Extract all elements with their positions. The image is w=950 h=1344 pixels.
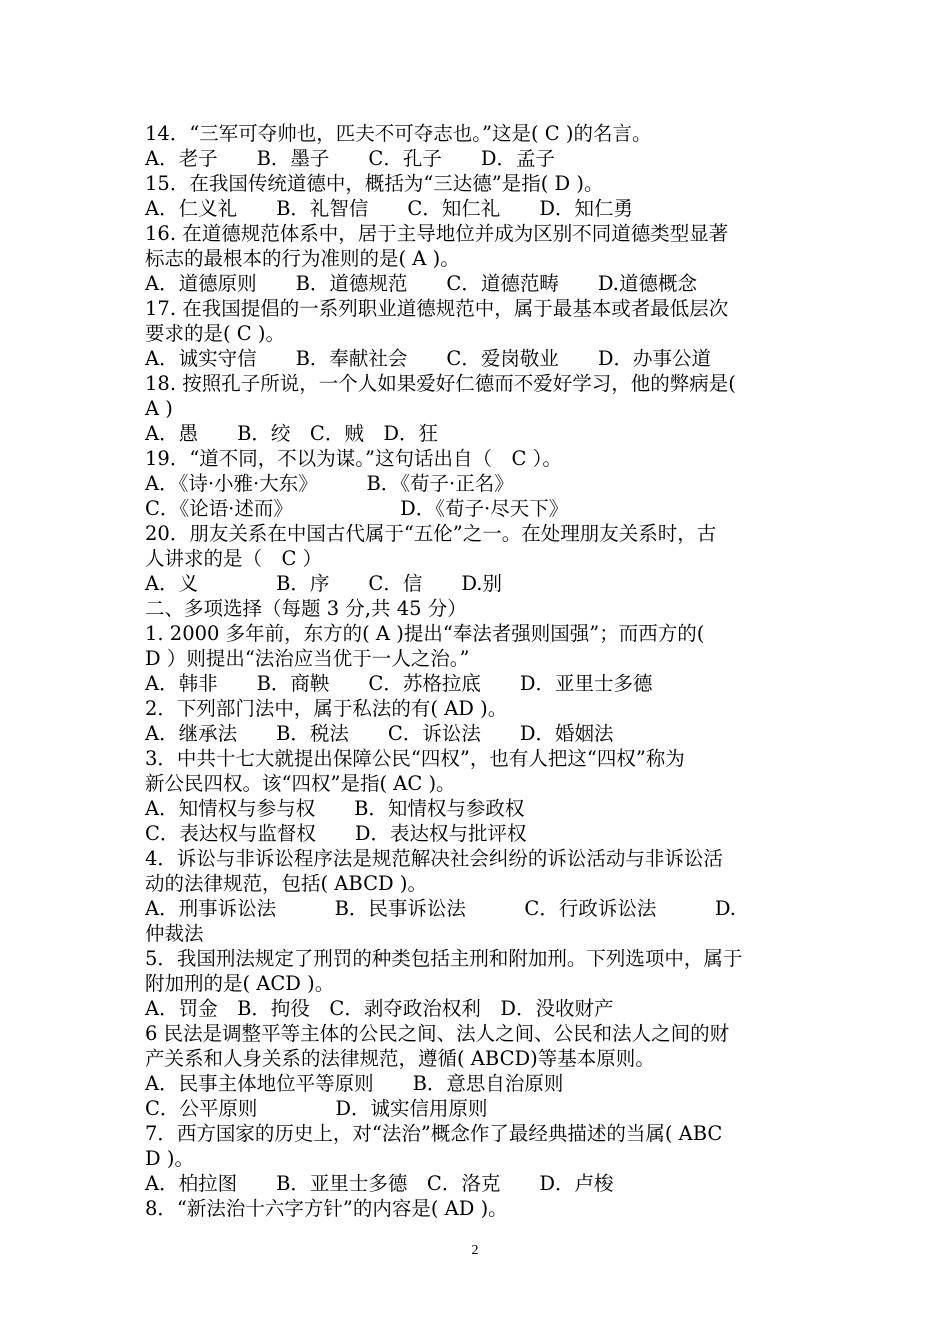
- text-line: A．仁义礼 B．礼智信 C．知仁礼 D．知仁勇: [145, 197, 633, 220]
- text-line: 附加刑的是( ACD )。: [145, 972, 335, 995]
- text-line: A．愚 B．绞 C．贼 D．狂: [145, 422, 438, 445]
- text-line: 标志的最根本的行为准则的是( A )。: [145, 247, 460, 270]
- text-line: A．老子 B．墨子 C．孔子 D．孟子: [145, 147, 555, 170]
- text-line: A．韩非 B．商鞅 C．苏格拉底 D．亚里士多德: [145, 672, 653, 695]
- page-number: 2: [471, 1243, 479, 1258]
- text-line: 7．西方国家的历史上，对“法治”概念作了最经典描述的当属( ABC: [145, 1122, 723, 1145]
- text-line: A ): [145, 397, 173, 420]
- text-line: A．道德原则 B．道德规范 C．道德范畴 D.道德概念: [145, 272, 697, 295]
- text-line: 人讲求的是（ C ）: [145, 547, 323, 570]
- text-line: 4．诉讼与非诉讼程序法是规范解决社会纠纷的诉讼活动与非诉讼活: [145, 847, 723, 870]
- text-line: A．知情权与参与权 B．知情权与参政权: [145, 797, 525, 820]
- text-line: D ）则提出“法治应当优于一人之治。”: [145, 647, 470, 670]
- text-line: 16. 在道德规范体系中，居于主导地位并成为区别不同道德类型显著: [145, 222, 729, 245]
- document-body: [145, 121, 807, 1221]
- text-line: C．公平原则 D．诚实信用原则: [145, 1097, 488, 1120]
- text-line: 1. 2000 多年前，东方的( A )提出“奉法者强则国强”；而西方的(: [145, 622, 705, 645]
- text-line: A．柏拉图 B．亚里士多德 C．洛克 D．卢梭: [145, 1172, 614, 1195]
- text-line: 二、多项选择（每题 3 分,共 45 分）: [145, 597, 467, 620]
- text-line: A．民事主体地位平等原则 B．意思自治原则: [145, 1072, 564, 1095]
- text-line: A．刑事诉讼法 B．民事诉讼法 C．行政诉讼法 D.: [145, 897, 736, 920]
- text-line: 仲裁法: [145, 922, 204, 945]
- text-line: 要求的是( C )。: [145, 322, 286, 345]
- text-line: A．继承法 B．税法 C．诉讼法 D．婚姻法: [145, 722, 614, 745]
- text-line: 新公民四权。该“四权”是指( AC )。: [145, 772, 456, 795]
- text-line: 8．“新法治十六字方针”的内容是( AD )。: [145, 1197, 508, 1220]
- text-line: 15．在我国传统道德中，概括为“三达德”是指( D )。: [145, 172, 604, 195]
- text-line: 20．朋友关系在中国古代属于“五伦”之一。在处理朋友关系时，古: [145, 522, 717, 545]
- text-line: A．《诗·小雅·大东》 B．《荀子·正名》: [145, 472, 514, 495]
- text-line: C．《论语·述而》 D．《荀子·尽天下》: [145, 497, 569, 520]
- text-line: 3．中共十七大就提出保障公民“四权”，也有人把这“四权”称为: [145, 747, 685, 770]
- text-line: A．罚金 B．拘役 C．剥夺政治权利 D．没收财产: [145, 997, 614, 1020]
- text-line: D )。: [145, 1147, 194, 1170]
- text-line: A．义 B．序 C．信 D.别: [145, 572, 502, 595]
- text-line: 18. 按照孔子所说，一个人如果爱好仁德而不爱好学习，他的弊病是(: [145, 372, 736, 395]
- text-line: 5．我国刑法规定了刑罚的种类包括主刑和附加刑。下列选项中，属于: [145, 947, 743, 970]
- text-line: 2．下列部门法中，属于私法的有( AD )。: [145, 697, 508, 720]
- text-line: 6 民法是调整平等主体的公民之间、法人之间、公民和法人之间的财: [145, 1022, 730, 1045]
- text-line: 17. 在我国提倡的一系列职业道德规范中，属于最基本或者最低层次: [145, 297, 729, 320]
- text-line: 14．“三军可夺帅也，匹夫不可夺志也。”这是( C )的名言。: [145, 122, 652, 145]
- text-line: 19．“道不同，不以为谋。”这句话出自（ C ）。: [145, 447, 562, 470]
- text-line: 产关系和人身关系的法律规范，遵循( ABCD)等基本原则。: [145, 1047, 655, 1070]
- text-line: 动的法律规范，包括( ABCD )。: [145, 872, 427, 895]
- text-line: C．表达权与监督权 D．表达权与批评权: [145, 822, 527, 845]
- text-line: A．诚实守信 B．奉献社会 C．爱岗敬业 D．办事公道: [145, 347, 711, 370]
